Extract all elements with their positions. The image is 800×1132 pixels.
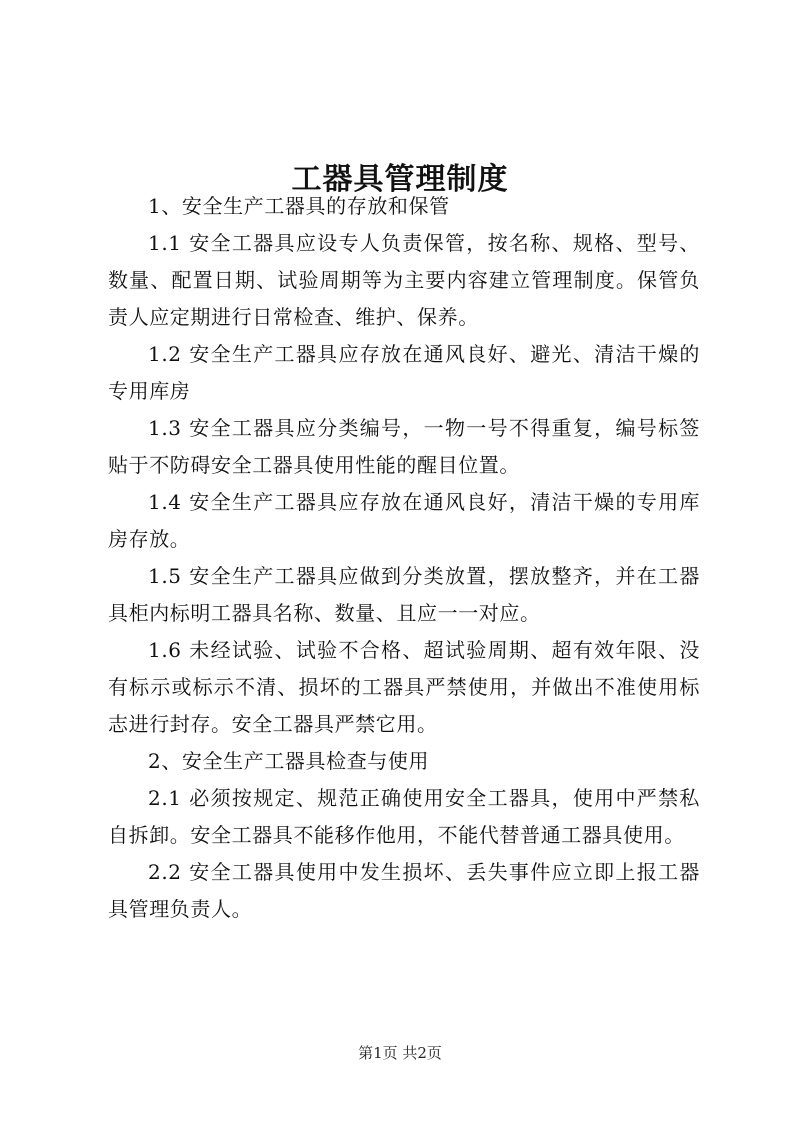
- clause-1-1: 1.1 安全工器具应设专人负责保管，按名称、规格、型号、数量、配置日期、试验周期等为主要内容建立管理制度。保管负责人应定期进行日常检查、维护、保养。: [108, 231, 700, 329]
- clause-2-2: 2.2 安全工器具使用中发生损坏、丢失事件应立即上报工器具管理负责人。: [108, 860, 700, 921]
- section-heading-1: 1、安全生产工器具的存放和保管: [148, 194, 450, 218]
- page-number-footer: 第1页 共2页: [358, 1044, 442, 1062]
- section-heading-2: 2、安全生产工器具检查与使用: [148, 749, 430, 773]
- document-title: 工器具管理制度: [291, 162, 509, 198]
- clause-1-3: 1.3 安全工器具应分类编号，一物一号不得重复，编号标签贴于不防碍安全工器具使用性能的醒目位置。: [108, 416, 700, 477]
- clause-1-4: 1.4 安全生产工器具应存放在通风良好，清洁干燥的专用库房存放。: [108, 490, 700, 551]
- clause-1-2: 1.2 安全生产工器具应存放在通风良好、避光、清洁干燥的专用库房: [108, 342, 700, 403]
- document-body: [108, 188, 700, 928]
- clause-1-6: 1.6 未经试验、试验不合格、超试验周期、超有效年限、没有标示或标示不清、损坏的工器具严禁使用，并做出不准使用标志进行封存。安全工器具严禁它用。: [108, 638, 700, 736]
- clause-1-5: 1.5 安全生产工器具应做到分类放置，摆放整齐，并在工器具柜内标明工器具名称、数量、且应一一对应。: [108, 564, 700, 625]
- clause-2-1: 2.1 必须按规定、规范正确使用安全工器具，使用中严禁私自拆卸。安全工器具不能移作他用，不能代替普通工器具使用。: [108, 786, 700, 847]
